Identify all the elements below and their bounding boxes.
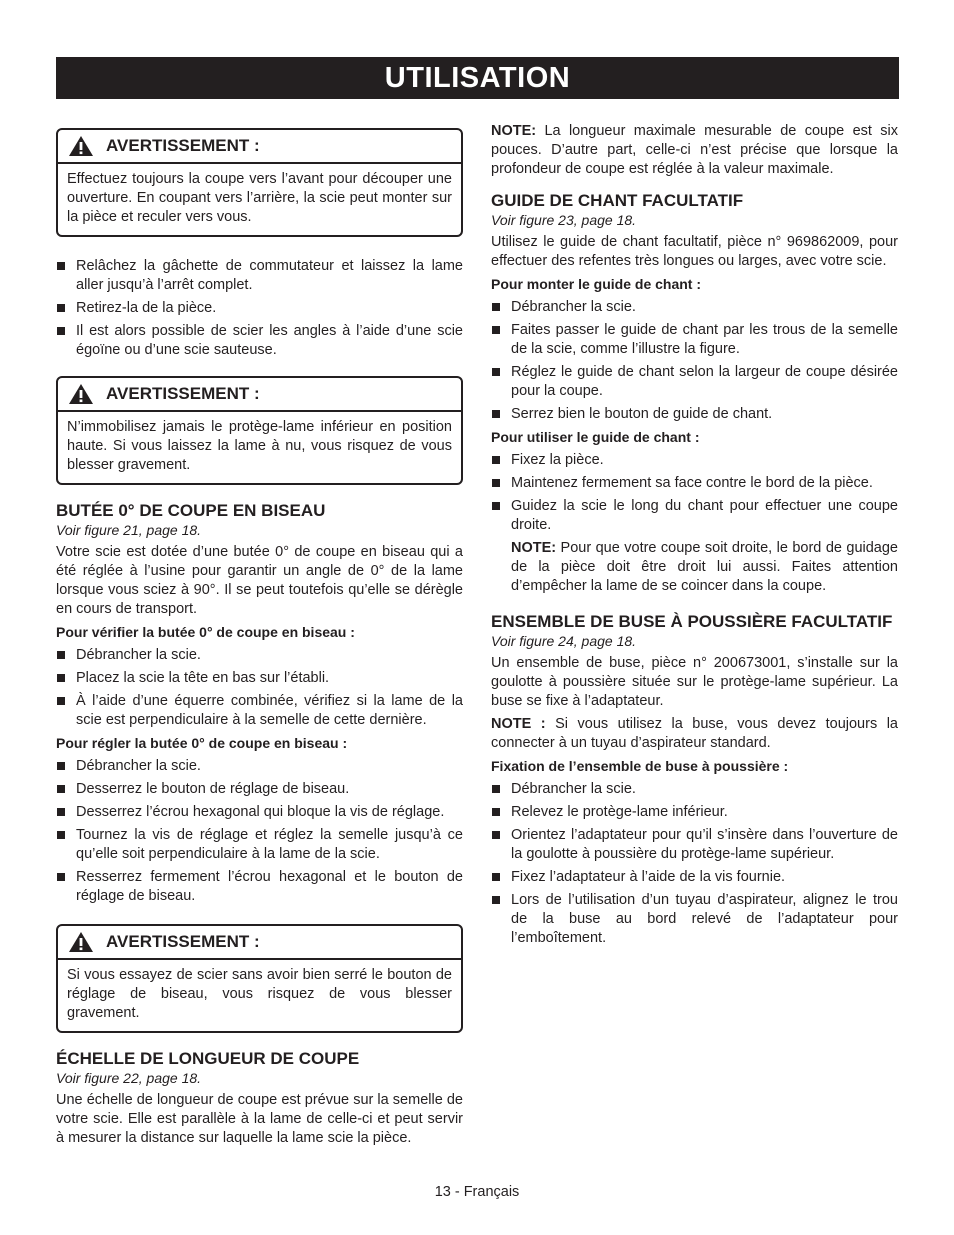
note-text: Pour que votre coupe soit droite, le bord de guidage de la pièce doit être droit lui aussi. Faites attention d’empêcher la lame de se coincer dans la coupe.	[511, 540, 898, 594]
list-item: Faites passer le guide de chant par les trous de la semelle de la scie, comme l’illustre la figure.	[491, 321, 898, 359]
section-length-scale	[56, 1049, 463, 1148]
note-label: NOTE :	[491, 716, 546, 732]
subheading: Pour vérifier la butée 0° de coupe en biseau :	[56, 624, 355, 640]
list-item: Réglez le guide de chant selon la largeur de coupe désirée pour la coupe.	[491, 363, 898, 401]
list-item: Débrancher la scie.	[491, 298, 898, 317]
paragraph: Un ensemble de buse, pièce n° 200673001, s’installe sur la goulotte à poussière située sur le protège-lame supérieur. La buse se fixe à l’adaptateur.	[491, 655, 898, 709]
list-item: Desserrez le bouton de réglage de biseau.	[56, 780, 463, 799]
warning-triangle-icon	[68, 931, 94, 953]
note-paragraph	[491, 715, 898, 753]
warning-text: N’immobilisez jamais le protège-lame inférieur en position haute. Si vous laissez la lame à nu, vous risquez de vous blesser gravement.	[67, 419, 452, 473]
section-heading: ÉCHELLE DE LONGUEUR DE COUPE	[56, 1049, 360, 1068]
list-item: Débrancher la scie.	[491, 780, 898, 799]
left-column	[56, 122, 463, 1148]
right-column	[491, 122, 898, 952]
page-title: UTILISATION	[56, 57, 899, 99]
list-item: Débrancher la scie.	[56, 757, 463, 776]
list-item: Débrancher la scie.	[56, 646, 463, 665]
warning-header	[58, 378, 461, 412]
paragraph: Votre scie est dotée d’une butée 0° de coupe en biseau qui a été réglée à l’usine pour garantir un angle de 0° de la lame lorsque vous sciez à 90°. Il se peut toutefois qu’elle se dérègle en cours de transport.	[56, 544, 463, 617]
section-heading: GUIDE DE CHANT FACULTATIF	[491, 191, 744, 210]
list-item: Maintenez fermement sa face contre le bord de la pièce.	[491, 474, 898, 493]
list-item: Serrez bien le bouton de guide de chant.	[491, 405, 898, 424]
warning-header	[58, 130, 461, 164]
warning-text: Effectuez toujours la coupe vers l’avant pour découper une ouverture. En coupant vers l’arrière, la scie peut monter sur la pièce et reculer vers vous.	[67, 171, 452, 225]
warning-header	[58, 926, 461, 960]
section-heading: BUTÉE 0° DE COUPE EN BISEAU	[56, 501, 326, 520]
list-item: Lors de l’utilisation d’un tuyau d’aspirateur, alignez le trou de la buse au bord relevé de l’adaptateur pour l’emboîtement.	[491, 891, 898, 948]
list-item: Resserrez fermement l’écrou hexagonal et le bouton de réglage de biseau.	[56, 868, 463, 906]
paragraph: Une échelle de longueur de coupe est prévue sur la semelle de votre scie. Elle est parallèle à la lame de celle-ci et peut servir à mesurer la distance sur laquelle la lame scie la pièce.	[56, 1092, 463, 1146]
note-paragraph	[491, 122, 898, 179]
warning-title: AVERTISSEMENT :	[106, 136, 260, 155]
section-dust-nozzle	[491, 612, 898, 948]
list-item: À l’aide d’une équerre combinée, vérifiez si la lame de la scie est perpendiculaire à la semelle de cette dernière.	[56, 692, 463, 730]
section-heading: ENSEMBLE DE BUSE À POUSSIÈRE FACULTATIF	[491, 612, 893, 631]
list-item: Orientez l’adaptateur pour qu’il s’insère dans l’ouverture de la goulotte à poussière du protège-lame supérieur.	[491, 826, 898, 864]
warning-box-2	[56, 376, 463, 485]
list-item: Tournez la vis de réglage et réglez la semelle jusqu’à ce qu’elle soit perpendiculaire à la lame de la scie.	[56, 826, 463, 864]
subheading: Pour utiliser le guide de chant :	[491, 429, 700, 445]
figure-reference: Voir figure 21, page 18.	[56, 522, 202, 538]
list-item: Relâchez la gâchette de commutateur et laissez la lame aller jusqu’à l’arrêt complet.	[56, 257, 463, 295]
list-item: Fixez l’adaptateur à l’aide de la vis fournie.	[491, 868, 898, 887]
note-text: La longueur maximale mesurable de coupe est six pouces. D’autre part, celle-ci n’est précise que lorsque la profondeur de coupe est réglée à la valeur maximale.	[491, 123, 898, 177]
list-item: Placez la scie la tête en bas sur l’établi.	[56, 669, 463, 688]
figure-reference: Voir figure 22, page 18.	[56, 1070, 202, 1086]
paragraph: Utilisez le guide de chant facultatif, pièce n° 969862009, pour effectuer des refentes très longues ou larges, avec votre scie.	[491, 234, 898, 269]
warning-triangle-icon	[68, 135, 94, 157]
note-paragraph	[491, 539, 898, 596]
bullet-list	[56, 646, 463, 730]
bullet-list	[491, 780, 898, 948]
figure-reference: Voir figure 24, page 18.	[491, 633, 637, 649]
warning-box-3	[56, 924, 463, 1033]
page-footer: 13 - Français	[434, 1184, 520, 1200]
figure-reference: Voir figure 23, page 18.	[491, 212, 637, 228]
section-edge-guide	[491, 191, 898, 596]
warning-triangle-icon	[68, 383, 94, 405]
note-label: NOTE:	[511, 540, 557, 556]
note-text: Si vous utilisez la buse, vous devez toujours la connecter à un tuyau d’aspirateur standard.	[491, 716, 898, 751]
subheading: Fixation de l’ensemble de buse à poussière :	[491, 758, 789, 774]
bullet-list	[491, 298, 898, 424]
bullet-list	[56, 757, 463, 906]
subheading: Pour régler la butée 0° de coupe en biseau :	[56, 735, 348, 751]
warning-text: Si vous essayez de scier sans avoir bien serré le bouton de réglage de biseau, vous risquez de vous blesser gravement.	[67, 967, 452, 1021]
subheading: Pour monter le guide de chant :	[491, 276, 702, 292]
warning-box-1	[56, 128, 463, 237]
section-bevel	[56, 501, 463, 906]
list-item: Guidez la scie le long du chant pour effectuer une coupe droite.	[491, 497, 898, 535]
bullet-list	[56, 257, 463, 360]
warning-title: AVERTISSEMENT :	[106, 384, 260, 403]
list-item: Desserrez l’écrou hexagonal qui bloque la vis de réglage.	[56, 803, 463, 822]
list-item: Il est alors possible de scier les angles à l’aide d’une scie égoïne ou d’une scie sauteuse.	[56, 322, 463, 360]
list-item: Relevez le protège-lame inférieur.	[491, 803, 898, 822]
list-item: Fixez la pièce.	[491, 451, 898, 470]
bullet-list	[491, 451, 898, 535]
list-item: Retirez-la de la pièce.	[56, 299, 463, 318]
note-label: NOTE:	[491, 123, 537, 139]
warning-title: AVERTISSEMENT :	[106, 932, 260, 951]
